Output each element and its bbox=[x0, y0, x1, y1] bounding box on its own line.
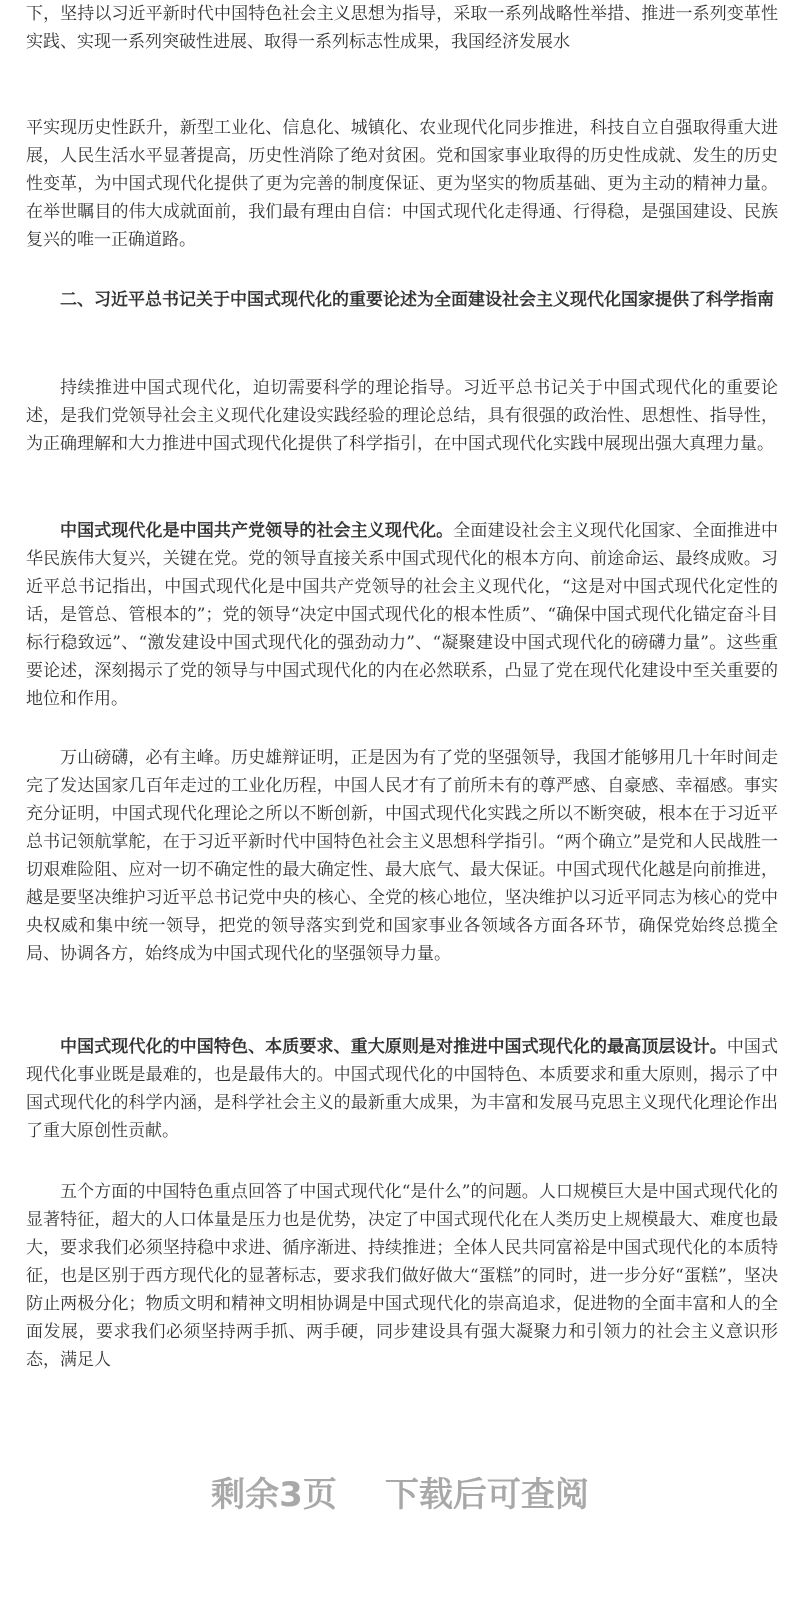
paragraph-top-design bbox=[26, 1033, 778, 1145]
download-prompt[interactable] bbox=[0, 1470, 800, 1520]
paragraph-top-design-lead: 中国式现代化的中国特色、本质要求、重大原则是对推进中国式现代化的最高顶层设计。 bbox=[60, 1037, 727, 1057]
paragraph-achievements: 平实现历史性跃升，新型工业化、信息化、城镇化、农业现代化同步推进，科技自立自强取得重大进展，人民生活水平显著提高，历史性消除了绝对贫困。党和国家事业取得的历史性成就、发生的历史性变革，为中国式现代化提供了更为完善的制度保证、更为坚实的物质基础、更为主动的精神力量。在举世瞩目的伟大成就面前，我们最有理由自信：中国式现代化走得通、行得稳，是强国建设、民族复兴的唯一正确道路。 bbox=[26, 118, 778, 250]
section-heading-2: 二、习近平总书记关于中国式现代化的重要论述为全面建设社会主义现代化国家提供了科学指南 bbox=[60, 290, 774, 310]
download-to-view-label: 下载后可查阅 bbox=[384, 1475, 589, 1515]
paragraph-five-characteristics: 五个方面的中国特色重点回答了中国式现代化“是什么”的问题。人口规模巨大是中国式现代化的显著特征，超大的人口体量是压力也是优势，决定了中国式现代化在人类历史上规模最大、难度也最大，要求我们必须坚持稳中求进、循序渐进、持续推进；全体人民共同富裕是中国式现代化的本质特征，也是区别于西方现代化的显著标志，要求我们做好做大“蛋糕”的同时，进一步分好“蛋糕”，坚决防止两极分化；物质文明和精神文明相协调是中国式现代化的崇高追求，促进物的全面丰富和人的全面发展，要求我们必须坚持两手抓、两手硬，同步建设具有强大凝聚力和引领力的社会主义意识形态，满足人 bbox=[26, 1182, 778, 1370]
remaining-pages-label: 剩余3页 bbox=[211, 1475, 337, 1515]
paragraph-continued-top: 下，坚持以习近平新时代中国特色社会主义思想为指导，采取一系列战略性举措、推进一系列变革性实践、实现一系列突破性进展、取得一系列标志性成果，我国经济发展水 bbox=[26, 4, 778, 52]
paragraph-party-leadership-body: 全面建设社会主义现代化国家、全面推进中华民族伟大复兴，关键在党。党的领导直接关系中国式现代化的根本方向、前途命运、最终成败。习近平总书记指出，中国式现代化是中国共产党领导的社会主义现代化，“这是对中国式现代化定性的话，是管总、管根本的”；党的领导“决定中国式现代化的根本性质”、“确保中国式现代化锚定奋斗目标行稳致远”、“激发建设中国式现代化的强劲动力”、“凝聚建设中国式现代化的磅礴力量”。这些重要论述，深刻揭示了党的领导与中国式现代化的内在必然联系，凸显了党在现代化建设中至关重要的地位和作用。 bbox=[26, 521, 779, 709]
paragraph-party-leadership-lead: 中国式现代化是中国共产党领导的社会主义现代化。 bbox=[60, 521, 454, 541]
paragraph-main-peak: 万山磅礴，必有主峰。历史雄辩证明，正是因为有了党的坚强领导，我国才能够用几十年时间走完了发达国家几百年走过的工业化历程，中国人民才有了前所未有的尊严感、自豪感、幸福感。事实充分证明，中国式现代化理论之所以不断创新，中国式现代化实践之所以不断突破，根本在于习近平总书记领航掌舵，在于习近平新时代中国特色社会主义思想科学指引。“两个确立”是党和人民战胜一切艰难险阻、应对一切不确定性的最大确定性、最大底气、最大保证。中国式现代化越是向前推进，越是要坚决维护习近平总书记党中央的核心、全党的核心地位，坚决维护以习近平同志为核心的党中央权威和集中统一领导，把党的领导落实到党和国家事业各领域各方面各环节，确保党始终总揽全局、协调各方，始终成为中国式现代化的坚强领导力量。 bbox=[26, 748, 778, 964]
paragraph-theory-guidance: 持续推进中国式现代化，迫切需要科学的理论指导。习近平总书记关于中国式现代化的重要论述，是我们党领导社会主义现代化建设实践经验的理论总结，具有很强的政治性、思想性、指导性，为正确理解和大力推进中国式现代化提供了科学指引，在中国式现代化实践中展现出强大真理力量。 bbox=[26, 378, 778, 454]
paragraph-top-design-body: 中国式现代化事业既是最难的，也是最伟大的。中国式现代化的中国特色、本质要求和重大原则，揭示了中国式现代化的科学内涵，是科学社会主义的最新重大成果，为丰富和发展马克思主义现代化理论作出了重大原创性贡献。 bbox=[26, 1037, 779, 1141]
paragraph-party-leadership bbox=[26, 517, 778, 713]
